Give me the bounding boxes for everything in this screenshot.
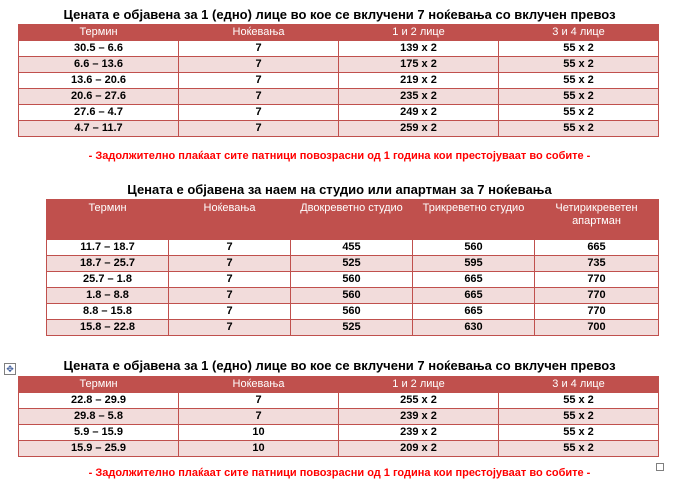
cell-price: 55 x 2 bbox=[499, 393, 659, 409]
cell-price: 219 x 2 bbox=[339, 73, 499, 89]
cell-price: 630 bbox=[413, 320, 535, 336]
cell-price: 735 bbox=[535, 256, 659, 272]
cell-nights: 7 bbox=[169, 320, 291, 336]
cell-price: 235 x 2 bbox=[339, 89, 499, 105]
cell-price: 139 x 2 bbox=[339, 41, 499, 57]
cell-nights: 7 bbox=[179, 73, 339, 89]
table-row bbox=[47, 288, 659, 304]
section1-title: Цената е објавена за 1 (едно) лице во кое се вклучени 7 ноќевања со вклучен превоз bbox=[63, 7, 616, 22]
cell-price: 525 bbox=[291, 320, 413, 336]
cell-nights: 7 bbox=[179, 121, 339, 137]
table-row bbox=[47, 256, 659, 272]
cell-period: 25.7 – 1.8 bbox=[47, 272, 169, 288]
cell-period: 6.6 – 13.6 bbox=[19, 57, 179, 73]
table-row bbox=[47, 240, 659, 256]
cell-price: 770 bbox=[535, 272, 659, 288]
cell-price: 665 bbox=[535, 240, 659, 256]
cell-nights: 7 bbox=[169, 240, 291, 256]
table-row bbox=[19, 73, 659, 89]
cell-period: 13.6 – 20.6 bbox=[19, 73, 179, 89]
cell-price: 560 bbox=[413, 240, 535, 256]
cell-price: 259 x 2 bbox=[339, 121, 499, 137]
cell-nights: 7 bbox=[179, 105, 339, 121]
cell-price: 560 bbox=[291, 272, 413, 288]
cell-price: 560 bbox=[291, 304, 413, 320]
section3-note: - Задолжително плаќаат сите патници повозрасни од 1 година кои престојуваат во собите - bbox=[88, 467, 591, 479]
cell-price: 55 x 2 bbox=[499, 57, 659, 73]
cell-period: 18.7 – 25.7 bbox=[47, 256, 169, 272]
cell-price: 525 bbox=[291, 256, 413, 272]
table-resize-handle-icon[interactable] bbox=[656, 463, 664, 471]
cell-period: 1.8 – 8.8 bbox=[47, 288, 169, 304]
table-row bbox=[19, 57, 659, 73]
cell-nights: 10 bbox=[179, 441, 339, 457]
col-header-period: Термин bbox=[47, 200, 169, 240]
cell-price: 255 x 2 bbox=[339, 393, 499, 409]
cell-price: 455 bbox=[291, 240, 413, 256]
cell-period: 30.5 – 6.6 bbox=[19, 41, 179, 57]
col-header-nights: Ноќевања bbox=[169, 200, 291, 240]
cell-price: 209 x 2 bbox=[339, 441, 499, 457]
table-row bbox=[19, 89, 659, 105]
rental-table bbox=[46, 199, 659, 336]
cell-nights: 7 bbox=[179, 57, 339, 73]
cell-price: 665 bbox=[413, 304, 535, 320]
cell-price: 55 x 2 bbox=[499, 73, 659, 89]
cell-price: 55 x 2 bbox=[499, 441, 659, 457]
table-row bbox=[19, 121, 659, 137]
cell-period: 4.7 – 11.7 bbox=[19, 121, 179, 137]
cell-nights: 7 bbox=[169, 272, 291, 288]
section1-note: - Задолжително плаќаат сите патници повозрасни од 1 година кои престојуваат во собите - bbox=[88, 150, 591, 162]
cell-nights: 7 bbox=[169, 288, 291, 304]
col-header-double-studio: Двокреветно студио bbox=[291, 200, 413, 240]
col-header-triple-studio: Трикреветно студио bbox=[413, 200, 535, 240]
table-row bbox=[19, 441, 659, 457]
cell-price: 249 x 2 bbox=[339, 105, 499, 121]
cell-price: 770 bbox=[535, 288, 659, 304]
cell-price: 700 bbox=[535, 320, 659, 336]
cell-price: 55 x 2 bbox=[499, 409, 659, 425]
table-row bbox=[47, 272, 659, 288]
cell-price: 55 x 2 bbox=[499, 89, 659, 105]
cell-price: 55 x 2 bbox=[499, 105, 659, 121]
cell-price: 560 bbox=[291, 288, 413, 304]
cell-period: 29.8 – 5.8 bbox=[19, 409, 179, 425]
cell-price: 665 bbox=[413, 288, 535, 304]
table-move-handle-icon[interactable]: ✥ bbox=[4, 363, 16, 375]
cell-period: 15.8 – 22.8 bbox=[47, 320, 169, 336]
col-header-price-3-4: 3 и 4 лице bbox=[499, 25, 659, 41]
col-header-price-1-2: 1 и 2 лице bbox=[339, 377, 499, 393]
col-header-quad-apartment: Четирикреветен апартман bbox=[535, 200, 659, 240]
cell-price: 55 x 2 bbox=[499, 121, 659, 137]
col-header-nights: Ноќевања bbox=[179, 25, 339, 41]
col-header-period: Термин bbox=[19, 25, 179, 41]
cell-price: 55 x 2 bbox=[499, 41, 659, 57]
cell-nights: 7 bbox=[179, 89, 339, 105]
cell-price: 665 bbox=[413, 272, 535, 288]
table-row bbox=[47, 320, 659, 336]
cell-nights: 7 bbox=[169, 304, 291, 320]
cell-price: 175 x 2 bbox=[339, 57, 499, 73]
cell-period: 5.9 – 15.9 bbox=[19, 425, 179, 441]
price-table-1 bbox=[18, 24, 659, 137]
cell-price: 55 x 2 bbox=[499, 425, 659, 441]
cell-nights: 7 bbox=[169, 256, 291, 272]
cell-period: 11.7 – 18.7 bbox=[47, 240, 169, 256]
table-row bbox=[19, 41, 659, 57]
table-row bbox=[19, 409, 659, 425]
cell-period: 22.8 – 29.9 bbox=[19, 393, 179, 409]
col-header-nights: Ноќевања bbox=[179, 377, 339, 393]
table-row bbox=[19, 105, 659, 121]
cell-price: 595 bbox=[413, 256, 535, 272]
cell-nights: 7 bbox=[179, 409, 339, 425]
cell-period: 20.6 – 27.6 bbox=[19, 89, 179, 105]
table-header-row bbox=[19, 25, 659, 41]
cell-nights: 7 bbox=[179, 41, 339, 57]
col-header-period: Термин bbox=[19, 377, 179, 393]
table-row bbox=[47, 304, 659, 320]
table-row bbox=[19, 425, 659, 441]
price-table-3 bbox=[18, 376, 659, 457]
cell-period: 15.9 – 25.9 bbox=[19, 441, 179, 457]
section2-title: Цената е објавена за наем на студио или апартман за 7 ноќевања bbox=[127, 182, 552, 197]
table-header-row bbox=[19, 377, 659, 393]
table-row bbox=[19, 393, 659, 409]
cell-price: 239 x 2 bbox=[339, 409, 499, 425]
col-header-price-3-4: 3 и 4 лице bbox=[499, 377, 659, 393]
cell-nights: 10 bbox=[179, 425, 339, 441]
section3-title: Цената е објавена за 1 (едно) лице во кое се вклучени 7 ноќевања со вклучен превоз bbox=[63, 358, 616, 373]
cell-price: 239 x 2 bbox=[339, 425, 499, 441]
cell-nights: 7 bbox=[179, 393, 339, 409]
cell-price: 770 bbox=[535, 304, 659, 320]
table-header-row bbox=[47, 200, 659, 240]
cell-period: 8.8 – 15.8 bbox=[47, 304, 169, 320]
cell-period: 27.6 – 4.7 bbox=[19, 105, 179, 121]
col-header-price-1-2: 1 и 2 лице bbox=[339, 25, 499, 41]
